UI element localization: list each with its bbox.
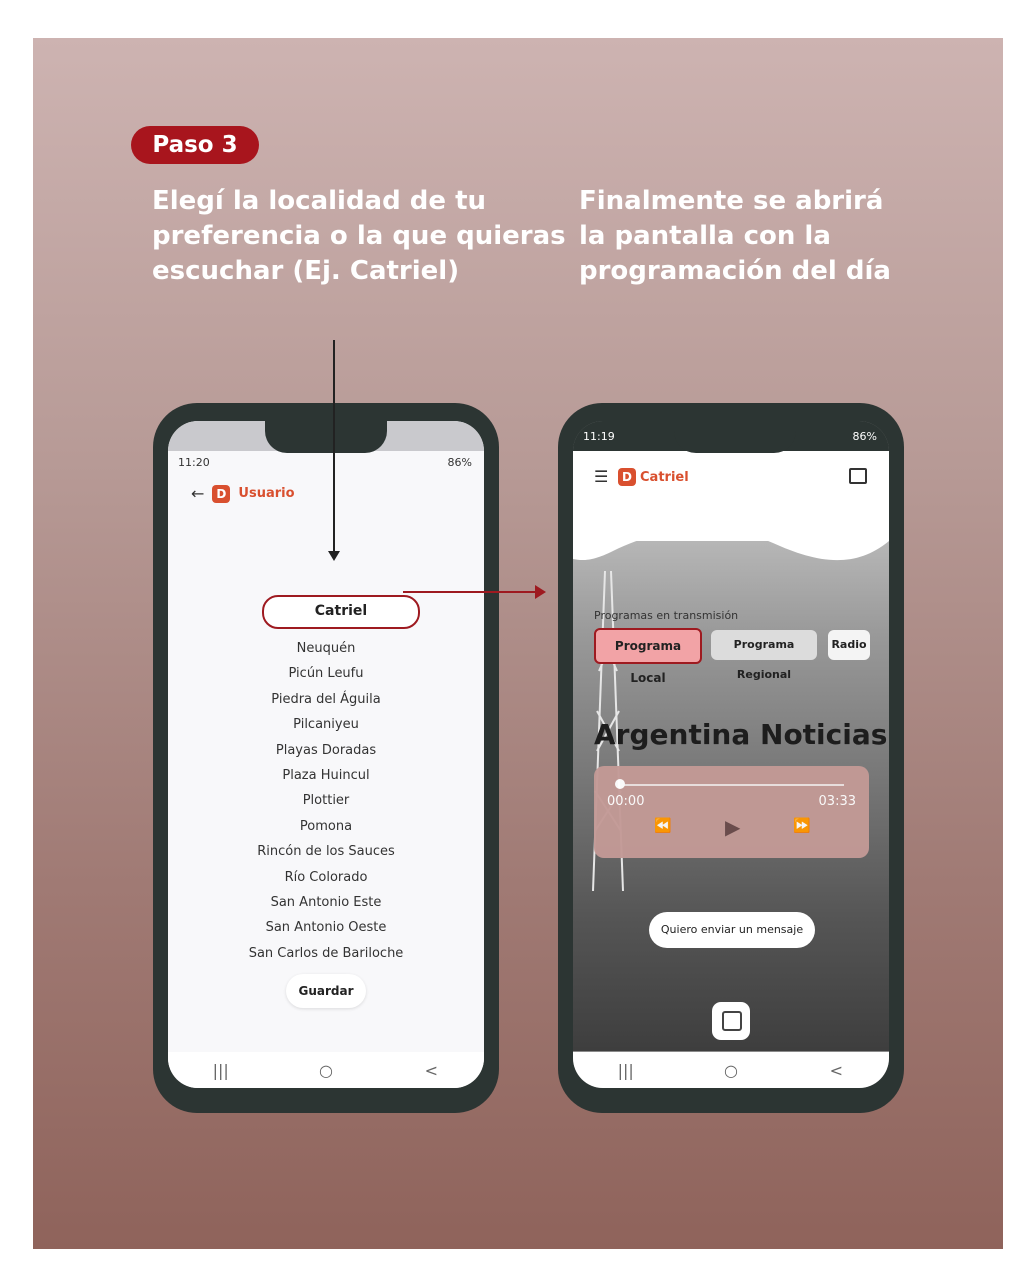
status-time: 11:20 — [178, 456, 210, 469]
programs-label: Programas en transmisión — [594, 609, 739, 622]
calendar-icon — [722, 1011, 742, 1031]
play-icon[interactable]: ▶ — [725, 815, 741, 839]
current-time: 00:00 — [607, 794, 645, 809]
progress-knob[interactable] — [615, 779, 625, 789]
recent-apps-icon[interactable]: ||| — [617, 1060, 634, 1080]
chat-icon[interactable] — [849, 468, 867, 484]
app-header — [191, 484, 295, 503]
phone-right — [558, 403, 904, 1113]
selected-location[interactable]: Catriel — [262, 595, 420, 629]
chip-programa-regional[interactable]: Programa Regional — [711, 630, 817, 660]
audio-player — [594, 766, 869, 858]
system-nav-bar — [168, 1052, 484, 1088]
home-icon[interactable]: ○ — [319, 1060, 333, 1080]
pointer-arrow-right-head — [535, 585, 546, 599]
phone-right-screen — [573, 421, 889, 1088]
status-battery: 86% — [447, 456, 472, 469]
status-time: 11:19 — [583, 430, 615, 443]
instruction-right — [579, 184, 891, 289]
progress-track[interactable] — [618, 784, 844, 786]
phone-left-screen — [168, 421, 484, 1088]
location-item[interactable]: Neuquén — [296, 641, 356, 656]
phone-notch — [674, 403, 796, 453]
location-item[interactable]: Picún Leufu — [288, 666, 364, 682]
menu-icon[interactable]: ☰ — [594, 467, 609, 486]
header-title: Catriel — [640, 470, 689, 485]
header-title: Usuario — [238, 486, 295, 501]
instruction-left — [152, 184, 566, 289]
location-item[interactable]: San Antonio Oeste — [265, 920, 387, 936]
recent-apps-icon[interactable]: ||| — [212, 1060, 229, 1080]
app-logo-icon: D — [212, 485, 230, 503]
phone-notch — [265, 403, 387, 453]
program-title: Argentina Noticias — [594, 718, 888, 751]
total-time: 03:33 — [818, 794, 856, 809]
instruction-left-line-2: preferencia o la que quieras — [152, 221, 566, 251]
instruction-right-line-2: la pantalla con la — [579, 221, 831, 251]
calendar-button[interactable] — [712, 1002, 750, 1040]
instruction-left-line-3: escuchar (Ej. Catriel) — [152, 256, 460, 286]
instruction-right-line-3: programación del día — [579, 256, 891, 286]
status-battery: 86% — [852, 430, 877, 443]
home-icon[interactable]: ○ — [724, 1060, 738, 1080]
location-item[interactable]: San Carlos de Bariloche — [248, 945, 404, 961]
location-item[interactable]: Río Colorado — [284, 869, 368, 885]
location-item[interactable]: San Antonio Este — [270, 894, 382, 910]
location-item[interactable]: Piedra del Águila — [271, 691, 381, 707]
step-badge: Paso 3 — [131, 126, 259, 164]
pointer-arrow-down — [333, 340, 335, 553]
instruction-right-line-1: Finalmente se abrirá — [579, 186, 884, 216]
location-item[interactable]: Pomona — [299, 818, 353, 834]
system-nav-bar — [573, 1052, 889, 1088]
app-logo-icon: D — [618, 468, 636, 486]
chip-radio[interactable]: Radio — [828, 630, 870, 660]
location-item[interactable]: Plottier — [302, 793, 350, 809]
back-arrow-icon[interactable]: ← — [191, 484, 205, 503]
back-icon[interactable]: < — [424, 1060, 439, 1080]
rewind-icon[interactable]: ⏪ — [654, 818, 672, 834]
location-item[interactable]: Plaza Huincul — [282, 767, 370, 783]
location-list — [168, 636, 484, 966]
header-wave — [573, 521, 889, 571]
pointer-arrow-down-head — [328, 551, 340, 561]
location-item[interactable]: Rincón de los Sauces — [257, 844, 395, 860]
fast-forward-icon[interactable]: ⏩ — [793, 818, 811, 834]
send-message-button[interactable]: Quiero enviar un mensaje — [649, 912, 815, 948]
back-icon[interactable]: < — [829, 1060, 844, 1080]
location-item[interactable]: Playas Doradas — [275, 742, 377, 758]
instruction-left-line-1: Elegí la localidad de tu — [152, 186, 487, 216]
chip-programa-local[interactable]: Programa Local — [594, 628, 702, 664]
phone-left — [153, 403, 499, 1113]
pointer-arrow-right — [403, 591, 539, 593]
save-button[interactable]: Guardar — [286, 974, 366, 1008]
location-item[interactable]: Pilcaniyeu — [293, 717, 359, 733]
